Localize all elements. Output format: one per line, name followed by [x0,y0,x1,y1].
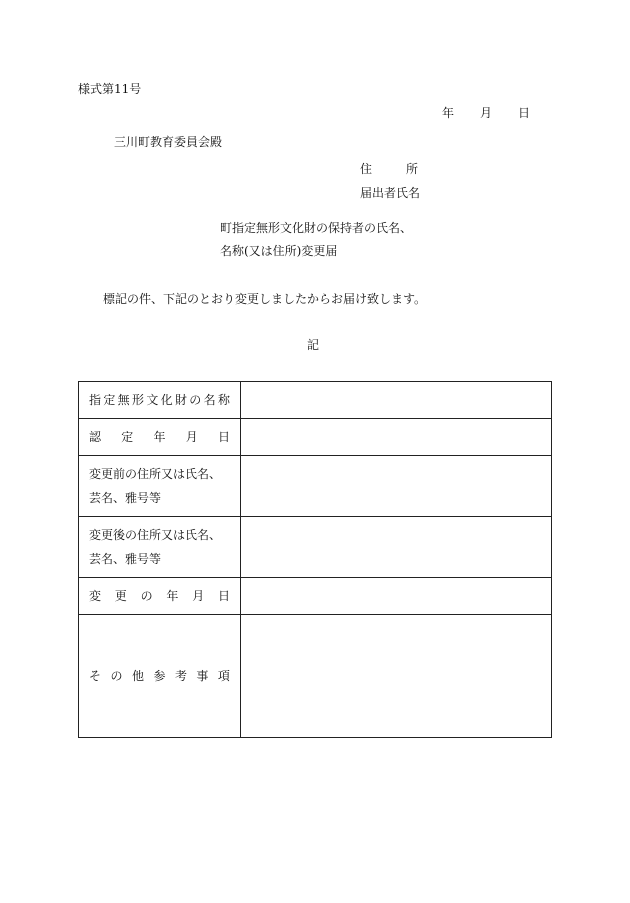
table-row [79,578,552,615]
row-label-after-change [79,517,241,578]
label-char: 月 [185,430,198,444]
label-char: 日 [217,589,230,603]
row-label-cultural-property-name [79,382,241,419]
label-char: 変 [89,589,102,603]
label-char: 考 [174,669,187,683]
value-other-notes[interactable] [241,615,552,738]
table-row [79,456,552,517]
date-month-label: 月 [480,106,493,120]
label-char: 名 [203,393,216,407]
document-title-line1: 町指定無形文化財の保持者の氏名、 [220,221,413,235]
row-label-other-notes [79,615,241,738]
label-char: 定 [103,393,116,407]
applicant-name-label: 届出者氏名 [360,186,421,200]
value-cultural-property-name[interactable] [241,382,552,419]
row-label-certification-date [79,419,241,456]
value-before-change[interactable] [241,456,552,517]
label-char: 日 [217,430,230,444]
label-char: 形 [131,393,144,407]
row-label-change-date [79,578,241,615]
label-line: 変更前の住所又は氏名、 [89,467,222,481]
value-after-change[interactable] [241,517,552,578]
label-char: 年 [153,430,166,444]
label-char: の [189,393,202,407]
label-char: 指 [89,393,102,407]
label-line: 芸名、雅号等 [89,552,162,566]
address-char: 住 [360,162,373,176]
label-char: 他 [131,669,144,683]
applicant-address-label [360,160,418,177]
label-char: 文 [146,393,159,407]
label-char: 項 [217,669,230,683]
date-year-label: 年 [442,106,455,120]
label-line: 芸名、雅号等 [89,491,162,505]
label-char: 更 [114,589,127,603]
value-change-date[interactable] [241,578,552,615]
label-char: 定 [121,430,134,444]
table-row [79,615,552,738]
value-certification-date[interactable] [241,419,552,456]
label-char: 無 [117,393,130,407]
label-char: 認 [89,430,102,444]
label-char: の [140,589,153,603]
table-row [79,517,552,578]
form-number: 様式第11号 [78,82,142,96]
label-char: 称 [217,393,230,407]
label-char: 月 [192,589,205,603]
table-row [79,419,552,456]
table-row [79,382,552,419]
label-char: 事 [196,669,209,683]
addressee: 三川町教育委員会殿 [114,135,223,149]
ki-heading: 記 [307,338,320,352]
address-char: 所 [406,162,419,176]
document-title-line2: 名称(又は住所)変更届 [220,244,338,258]
date-line [442,104,530,121]
date-day-label: 日 [518,106,531,120]
row-label-before-change [79,456,241,517]
label-char: 年 [166,589,179,603]
detail-table [78,381,552,738]
label-char: 参 [153,669,166,683]
body-text: 標記の件、下記のとおり変更しましたからお届け致します。 [103,292,427,306]
label-char: 財 [174,393,187,407]
label-line: 変更後の住所又は氏名、 [89,528,222,542]
label-char: そ [89,669,102,683]
label-char: 化 [160,393,173,407]
label-char: の [110,669,123,683]
